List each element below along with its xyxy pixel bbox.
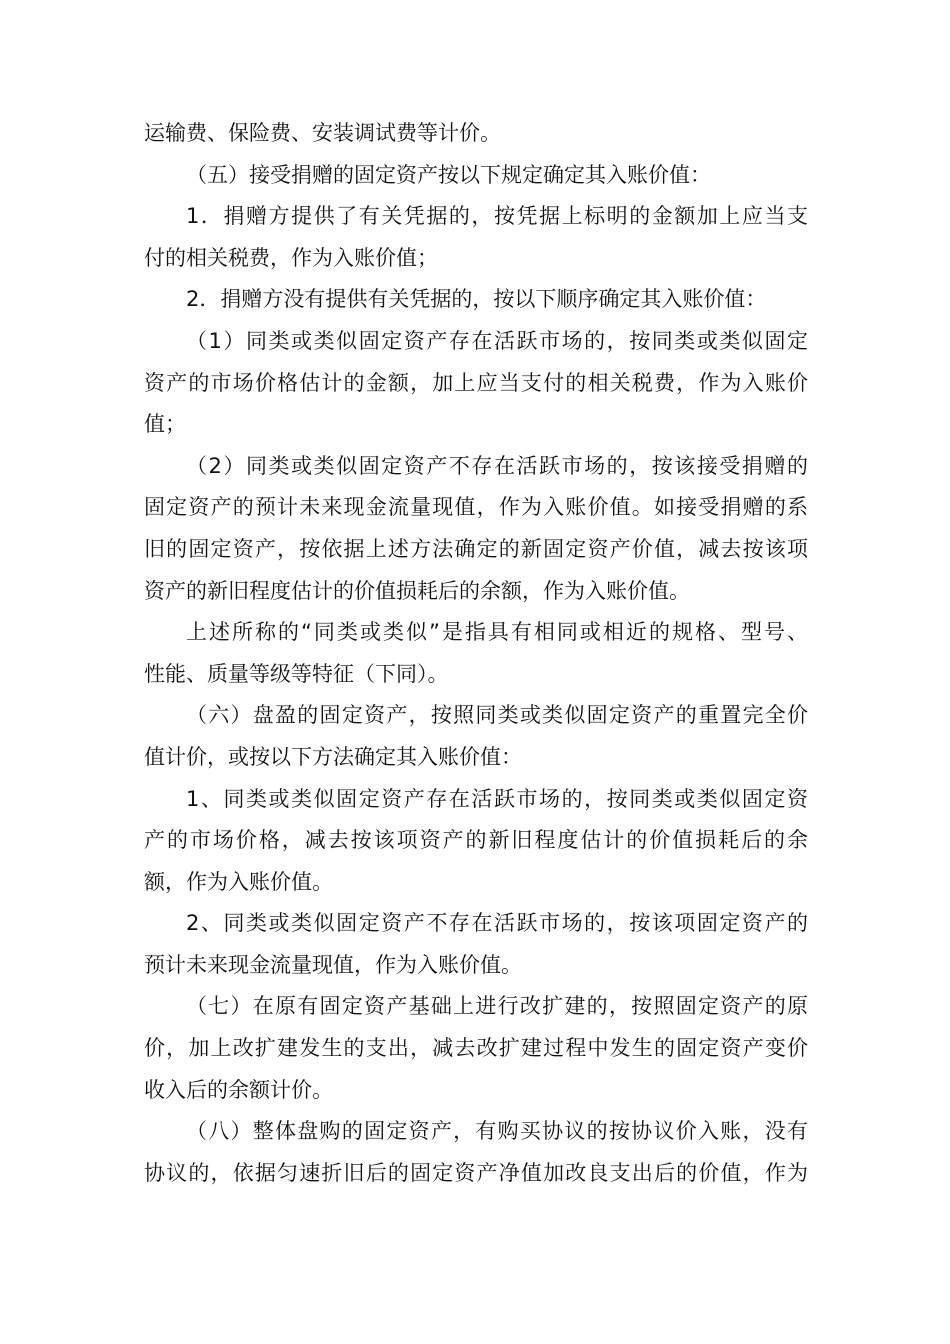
text-line: 资产的新旧程度估计的价值损耗后的余额，作为入账价值。 xyxy=(144,578,690,603)
text-line: （五）接受捐赠的固定资产按以下规定确定其入账价值： xyxy=(186,162,711,187)
text-line: 产的市场价格，减去按该项资产的新旧程度估计的价值损耗后的余 xyxy=(144,828,808,853)
text-line: 2．捐赠方没有提供有关凭据的，按以下顺序确定其入账价值： xyxy=(186,287,767,312)
text-line: 性能、质量等级等特征（下同）。 xyxy=(144,661,449,686)
text-line: 资产的市场价格估计的金额，加上应当支付的相关税费，作为入账价 xyxy=(144,370,808,395)
text-line: （2）同类或类似固定资产不存在活跃市场的，按该接受捐赠的 xyxy=(186,453,808,478)
text-line: 收入后的余额计价。 xyxy=(144,1077,333,1102)
text-line: 1．捐赠方提供了有关凭据的，按凭据上标明的金额加上应当支 xyxy=(186,204,808,229)
text-line: 运输费、保险费、安装调试费等计价。 xyxy=(144,121,501,145)
text-line: 值； xyxy=(144,412,186,437)
text-line: 固定资产的预计未来现金流量现值，作为入账价值。如接受捐赠的系 xyxy=(144,495,808,520)
text-line: 旧的固定资产，按依据上述方法确定的新固定资产价值，减去按该项 xyxy=(144,536,808,561)
text-line: 1、同类或类似固定资产存在活跃市场的，按同类或类似固定资 xyxy=(186,786,808,811)
document-body xyxy=(144,113,808,1194)
text-line: 值计价，或按以下方法确定其入账价值： xyxy=(144,744,522,769)
text-line: 价，加上改扩建发生的支出，减去改扩建过程中发生的固定资产变价 xyxy=(144,1036,808,1061)
text-line: 2、同类或类似固定资产不存在活跃市场的，按该项固定资产的 xyxy=(186,911,808,936)
text-line: 协议的，依据匀速折旧后的固定资产净值加改良支出后的价值，作为 xyxy=(144,1160,808,1185)
text-line: 预计未来现金流量现值，作为入账价值。 xyxy=(144,952,522,977)
text-line: （六）盘盈的固定资产，按照同类或类似固定资产的重置完全价 xyxy=(186,703,808,728)
text-line: （八）整体盘购的固定资产，有购买协议的按协议价入账，没有 xyxy=(186,1119,808,1144)
text-line: （1）同类或类似固定资产存在活跃市场的，按同类或类似固定 xyxy=(186,328,808,353)
text-line: （七）在原有固定资产基础上进行改扩建的，按照固定资产的原 xyxy=(186,994,808,1019)
text-line: 额，作为入账价值。 xyxy=(144,869,333,894)
text-line: 上述所称的“同类或类似”是指具有相同或相近的规格、型号、 xyxy=(186,620,808,645)
text-line: 付的相关税费，作为入账价值； xyxy=(144,245,438,270)
